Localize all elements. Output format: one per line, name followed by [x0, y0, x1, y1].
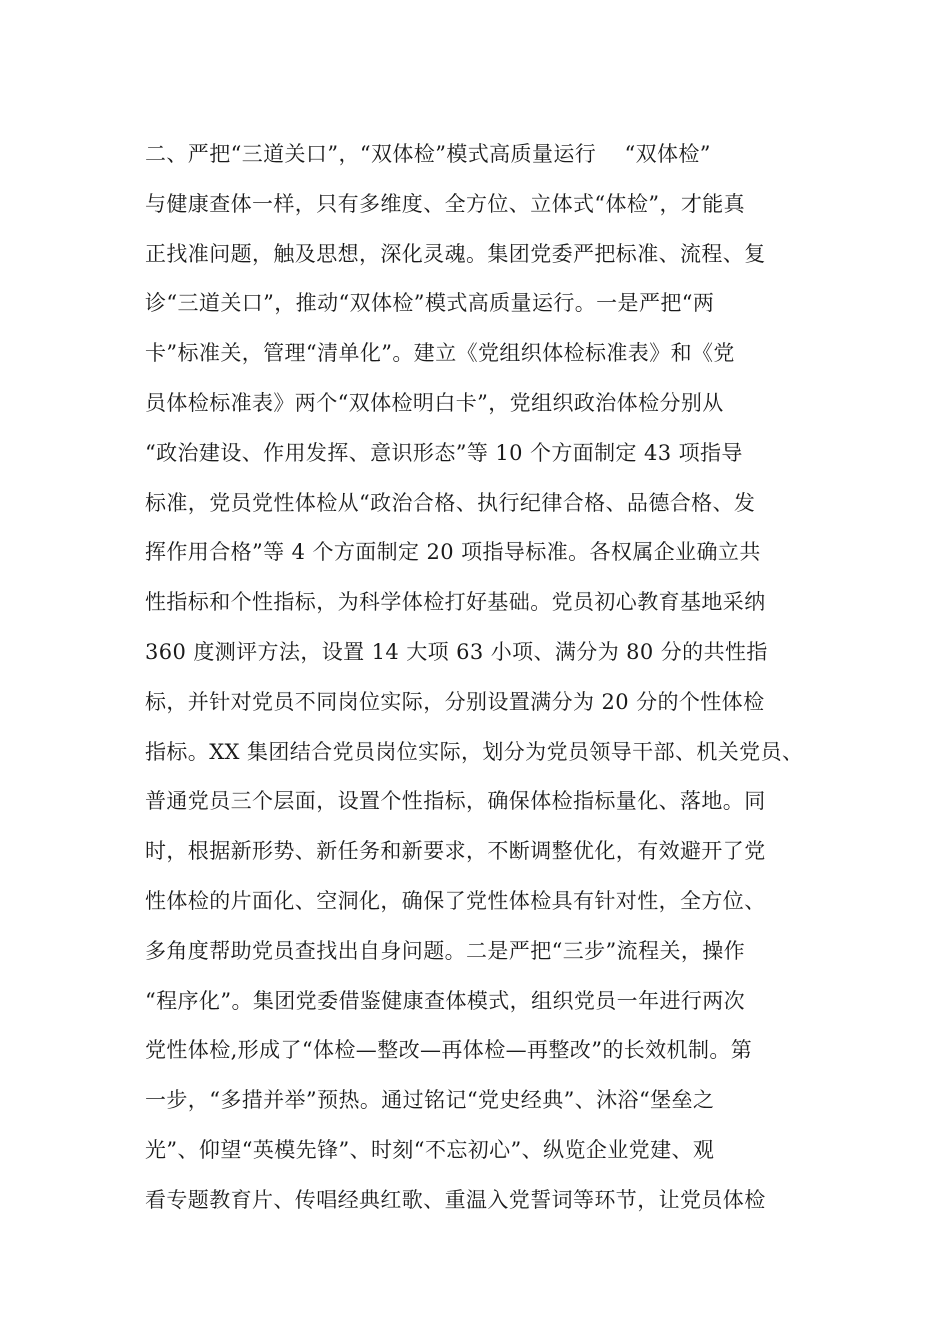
text-line: 普通党员三个层面，设置个性指标，确保体检指标量化、落地。同: [145, 789, 766, 814]
body-text: [145, 130, 825, 1226]
text-line: 看专题教育片、传唱经典红歌、重温入党誓词等环节，让党员体检: [145, 1187, 766, 1212]
text-line: 标，并针对党员不同岗位实际，分别设置满分为 20 分的个性体检: [145, 689, 765, 714]
text-line: 多角度帮助党员查找出自身问题。二是严把“三步”流程关，操作: [145, 938, 746, 963]
text-line: 诊“三道关口”，推动“双体检”模式高质量运行。一是严把“两: [145, 291, 715, 316]
text-line: 性体检的片面化、空洞化，确保了党性体检具有针对性，全方位、: [145, 888, 766, 913]
text-line: 性指标和个性指标，为科学体检打好基础。党员初心教育基地采纳: [145, 590, 766, 615]
text-line: 360 度测评方法，设置 14 大项 63 小项、满分为 80 分的共性指: [145, 639, 768, 664]
text-line: 正找准问题，触及思想，深化灵魂。集团党委严把标准、流程、复: [145, 241, 766, 266]
text-line: 光”、仰望“英模先锋”、时刻“不忘初心”、纵览企业党建、观: [145, 1137, 715, 1162]
text-line: 二、严把“三道关口”，“双体检”模式高质量运行 “双体检”: [145, 142, 711, 166]
text-line: “程序化”。集团党委借鉴健康查体模式，组织党员一年进行两次: [145, 988, 746, 1013]
text-line: 卡”标准关，管理“清单化”。建立《党组织体检标准表》和《党: [145, 341, 735, 366]
text-line: 指标。XX 集团结合党员岗位实际，划分为党员领导干部、机关党员、: [145, 739, 804, 764]
text-line: 时，根据新形势、新任务和新要求，不断调整优化，有效避开了党: [145, 839, 766, 864]
text-line: “政治建设、作用发挥、意识形态”等 10 个方面制定 43 项指导: [145, 440, 743, 465]
text-line: 一步，“多措并举”预热。通过铭记“党史经典”、沐浴“堡垒之: [145, 1088, 715, 1113]
text-line: 与健康查体一样，只有多维度、全方位、立体式“体检”，才能真: [145, 191, 746, 216]
text-line: 党性体检,形成了“体检—整改—再体检—再整改”的长效机制。第: [145, 1038, 753, 1063]
text-line: 挥作用合格”等 4 个方面制定 20 项指导标准。各权属企业确立共: [145, 540, 761, 565]
text-line: 标准，党员党性体检从“政治合格、执行纪律合格、品德合格、发: [145, 490, 756, 515]
text-line: 员体检标准表》两个“双体检明白卡”，党组织政治体检分别从: [145, 390, 724, 415]
